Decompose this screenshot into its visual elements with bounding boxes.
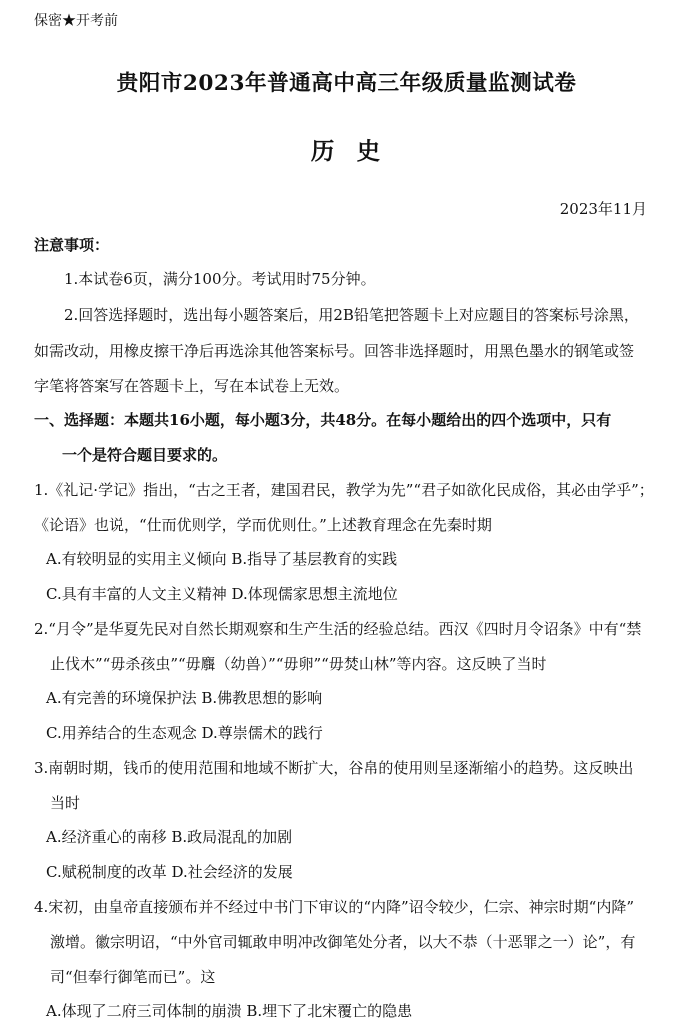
question-2-line-2: 止伐木”“毋杀孩虫”“毋麛（幼兽）”“毋卵”“毋焚山林”等内容。这反映了当时 [50,655,547,673]
exam-title: 贵阳市2023年普通高中高三年级质量监测试卷 [116,71,577,96]
question-4-line-2: 激增。徽宗明诏，“中外官司辄敢申明冲改御笔处分者，以大不恭（十恶罪之一）论”，有 [50,933,636,951]
question-3-line-1: 3.南朝时期，钱币的使用范围和地域不断扩大，谷帛的使用则呈逐渐缩小的趋势。这反映出 [34,759,634,777]
notes-heading: 注意事项： [34,236,110,254]
notes-item-2-line-2: 如需改动，用橡皮擦干净后再选涂其他答案标号。回答非选择题时，用黑色墨水的钢笔或签 [34,342,635,360]
confidential-label: 保密★开考前 [34,13,118,29]
question-1-line-2: 《论语》也说，“仕而优则学，学而优则仕。”上述教育理念在先秦时期 [34,516,492,534]
question-2-options-row-2: C.用养结合的生态观念 D.尊崇儒术的践行 [46,724,323,742]
notes-item-2-line-3: 字笔将答案写在答题卡上，写在本试卷上无效。 [34,377,350,395]
question-4-line-1: 4.宋初，由皇帝直接颁布并不经过中书门下审议的“内降”诏令较少，仁宗、神宗时期“内降” [34,898,634,916]
exam-subject: 历 史 [310,137,383,165]
question-4-line-3: 司“但奉行御笔而已”。这 [50,968,216,986]
question-2-line-1: 2.“月令”是华夏先民对自然长期观察和生产生活的经验总结。西汉《四时月令诏条》中有“禁 [34,620,642,638]
notes-item-2-line-1: 2.回答选择题时，选出每小题答案后，用2B铅笔把答题卡上对应题目的答案标号涂黑， [64,306,639,324]
question-3-line-2: 当时 [50,794,81,812]
exam-date: 2023年11月 [559,200,647,218]
question-4-options-row-1: A.体现了二府三司体制的崩溃 B.埋下了北宋覆亡的隐患 [46,1002,413,1020]
question-2-options-row-1: A.有完善的环境保护法 B.佛教思想的影响 [46,689,323,707]
question-3-options-row-2: C.赋税制度的改革 D.社会经济的发展 [46,863,293,881]
question-3-options-row-1: A.经济重心的南移 B.政局混乱的加剧 [46,828,293,846]
question-1-options-row-1: A.有较明显的实用主义倾向 B.指导了基层教育的实践 [46,550,398,568]
section-1-heading-line-2: 一个是符合题目要求的。 [62,446,228,464]
question-1-line-1: 1.《礼记·学记》指出，“古之王者，建国君民，教学为先”“君子如欲化民成俗，其必由学乎”； [34,481,654,499]
question-1-options-row-2: C.具有丰富的人文主义精神 D.体现儒家思想主流地位 [46,585,398,603]
section-1-heading-line-1: 一、选择题：本题共16小题，每小题3分，共48分。在每小题给出的四个选项中，只有 [34,411,612,429]
notes-item-1: 1.本试卷6页，满分100分。考试用时75分钟。 [64,270,376,288]
